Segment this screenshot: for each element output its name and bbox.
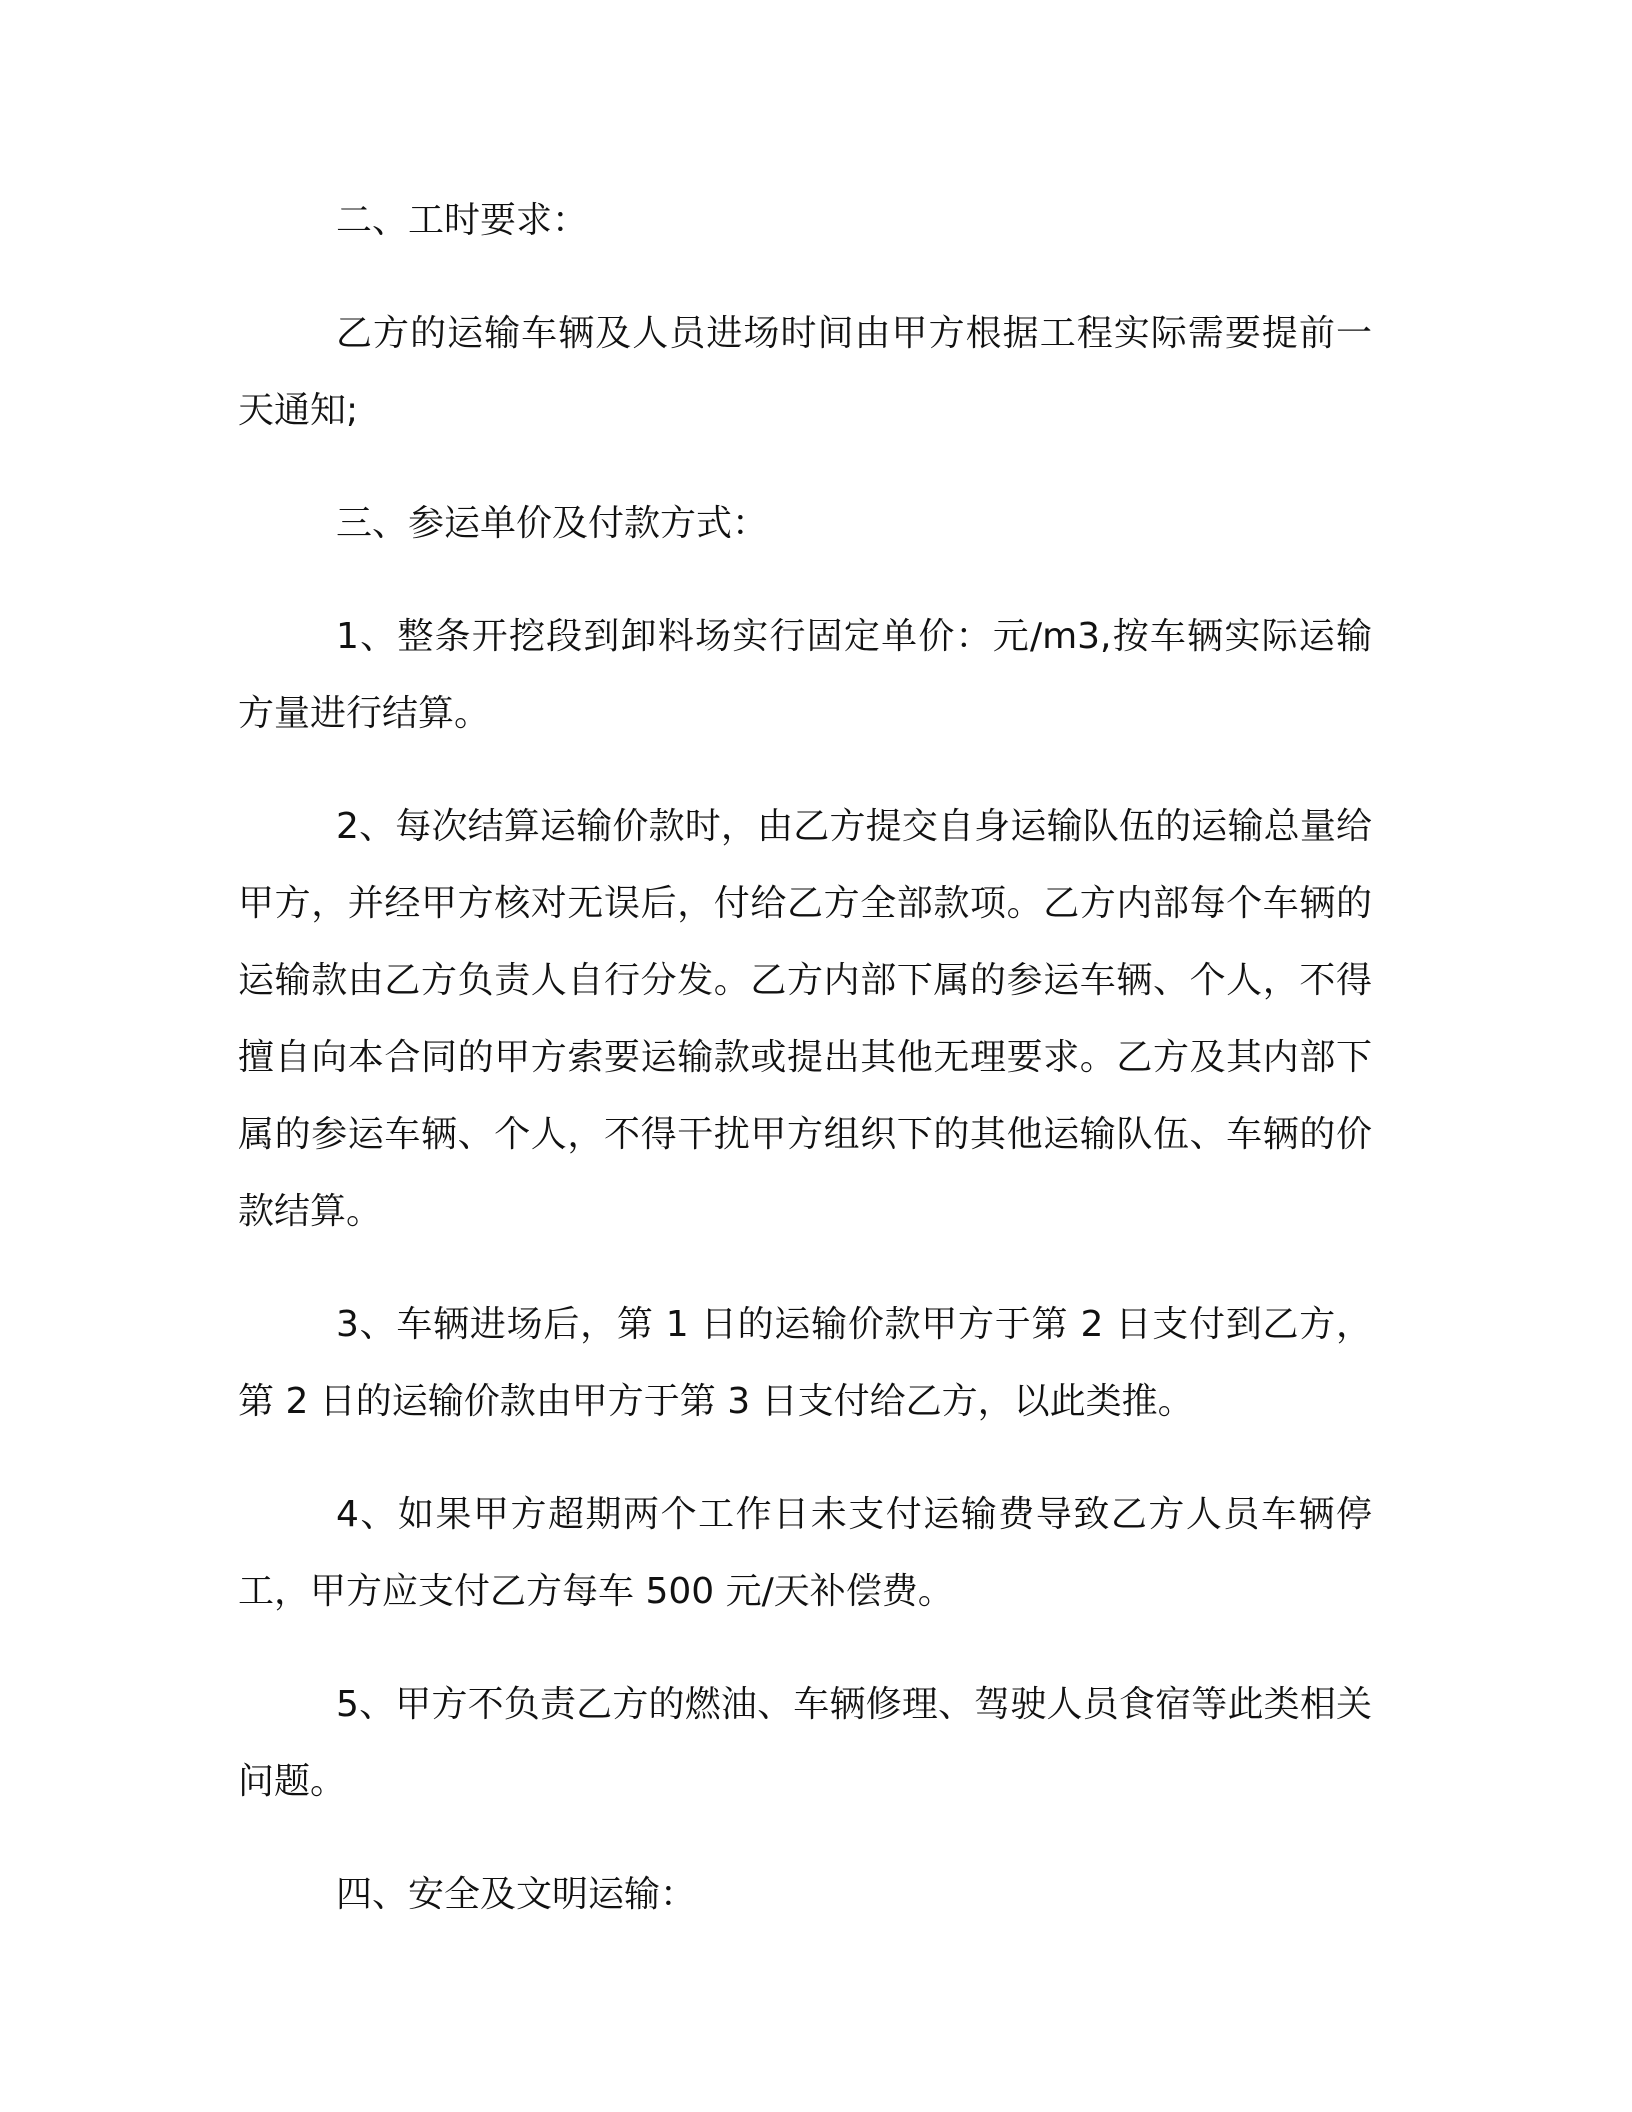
paragraph-entry-notice: 乙方的运输车辆及人员进场时间由甲方根据工程实际需要提前一天通知; xyxy=(238,313,1372,431)
section-heading-safety: 四、安全及文明运输： xyxy=(336,1874,697,1915)
paragraph-item-2: 2、每次结算运输价款时，由乙方提交自身运输队伍的运输总量给甲方，并经甲方核对无误后，付给乙方全部款项。乙方内部每个车辆的运输款由乙方负责人自行分发。乙方内部下属的参运车辆、个人，不得擅自向本合同的甲方索要运输款或提出其他无理要求。乙方及其内部下属的参运车辆、个人，不得干扰甲方组织下的其他运输队伍、车辆的价款结算。 xyxy=(238,806,1372,1232)
document-body xyxy=(238,182,1372,1969)
paragraph-item-4: 4、如果甲方超期两个工作日未支付运输费导致乙方人员车辆停工，甲方应支付乙方每车 500 元/天补偿费。 xyxy=(238,1494,1372,1612)
paragraph-item-1: 1、整条开挖段到卸料场实行固定单价：元/m3,按车辆实际运输方量进行结算。 xyxy=(238,616,1372,734)
section-heading-work-hours: 二、工时要求： xyxy=(336,200,589,241)
paragraph-item-5: 5、甲方不负责乙方的燃油、车辆修理、驾驶人员食宿等此类相关问题。 xyxy=(238,1684,1372,1802)
paragraph-item-3: 3、车辆进场后，第 1 日的运输价款甲方于第 2 日支付到乙方，第 2 日的运输价款由甲方于第 3 日支付给乙方，以此类推。 xyxy=(238,1304,1372,1422)
section-heading-unit-price-payment: 三、参运单价及付款方式： xyxy=(336,503,769,544)
